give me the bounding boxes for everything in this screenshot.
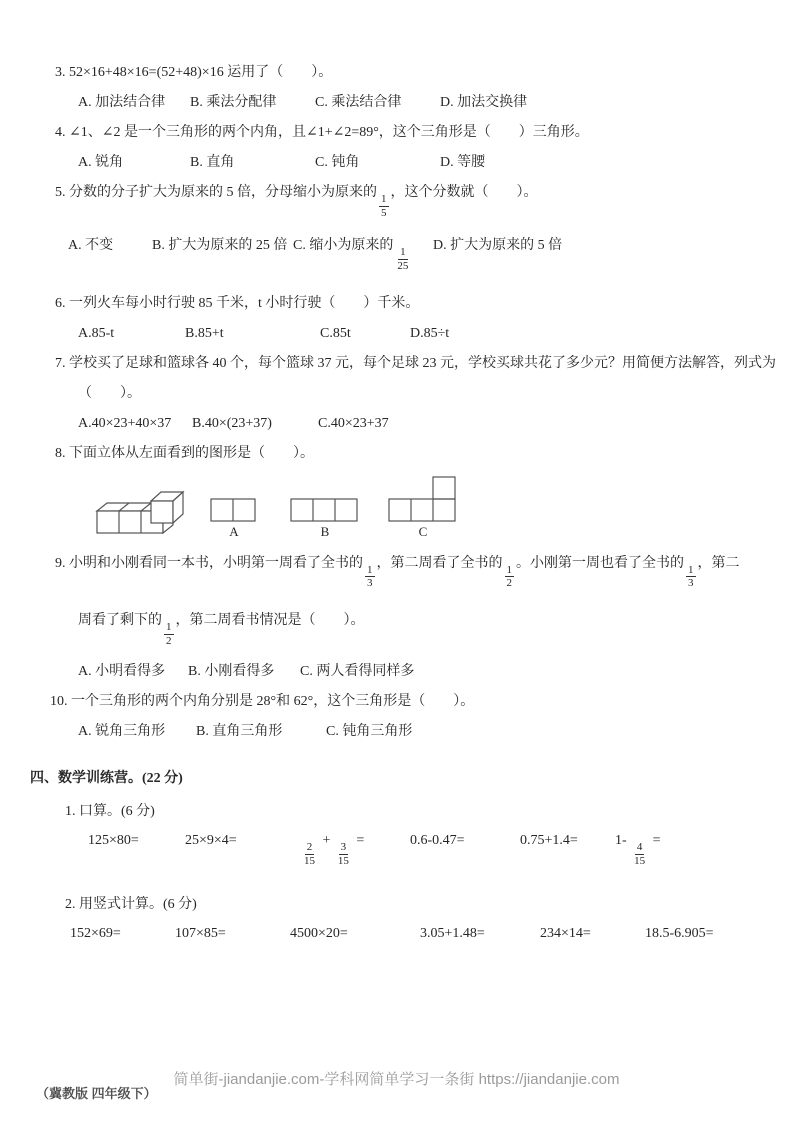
question-8-text: 8. 下面立体从左面看到的图形是（ ）。 bbox=[55, 445, 314, 461]
fraction: $\frac{1}{3}$ bbox=[367, 563, 373, 590]
question-8 bbox=[55, 443, 755, 539]
watermark-text: 简单街-jiandanjie.com-学科网简单学习一条街 https://jiandanjie.com bbox=[173, 1071, 620, 1088]
view-a-label: A bbox=[229, 523, 239, 539]
question-6-option-a: A.85-t bbox=[78, 325, 115, 341]
view-option-c bbox=[388, 476, 458, 539]
fraction: $\frac{1}{5}$ bbox=[381, 193, 387, 219]
vertical-item-6: 18.5-6.905= bbox=[645, 925, 714, 941]
question-7-text-line2: （ ）。 bbox=[78, 385, 141, 401]
question-9-text-line1: 9. 小明和小刚看同一本书，小明第一周看了全书的 $\frac{1}{3}$ ，第二周看了全书的 $\frac{1}{2}$ 。小刚第一周也看了全书的 $\frac{1}{3}$ ，第二 bbox=[55, 555, 740, 590]
question-3-option-b: B. 乘法分配律 bbox=[190, 95, 277, 110]
question-5-option-d: D. 扩大为原来的 5 倍 bbox=[433, 238, 563, 254]
view-option-a bbox=[210, 498, 258, 539]
section-four bbox=[30, 768, 755, 943]
question-8-figures bbox=[95, 476, 755, 539]
question-9-options bbox=[78, 661, 755, 682]
fraction: $\frac{1}{2}$ bbox=[166, 621, 172, 647]
question-4-option-c: C. 钝角 bbox=[315, 155, 360, 170]
question-3 bbox=[55, 62, 755, 113]
question-10-option-c: C. 钝角三角形 bbox=[326, 724, 413, 740]
vertical-calc-row bbox=[70, 923, 755, 944]
question-4 bbox=[55, 122, 755, 173]
question-5-options bbox=[68, 235, 755, 272]
question-9-option-c: C. 两人看得同样多 bbox=[300, 664, 415, 680]
view-c-label: C bbox=[418, 523, 428, 539]
question-7-option-a: A.40×23+40×37 bbox=[78, 415, 172, 431]
fraction: $\frac{2}{15}$ bbox=[304, 841, 315, 867]
question-9-option-a: A. 小明看得多 bbox=[78, 664, 166, 680]
oral-item-6: 1- $\frac{4}{15}$ = bbox=[615, 833, 661, 867]
view-b-label: B bbox=[320, 523, 330, 539]
question-6 bbox=[55, 293, 755, 344]
question-5-text: 5. 分数的分子扩大为原来的 5 倍，分母缩小为原来的 $\frac{1}{5}$ ，这个分数就（ ）。 bbox=[55, 185, 538, 219]
oral-item-1: 125×80= bbox=[88, 833, 139, 849]
question-7 bbox=[55, 353, 776, 434]
question-4-option-a: A. 锐角 bbox=[78, 155, 124, 170]
question-3-option-c: C. 乘法结合律 bbox=[315, 95, 402, 110]
fraction: $\frac{4}{15}$ bbox=[634, 841, 646, 867]
question-6-text: 6. 一列火车每小时行驶 85 千米，t 小时行驶（ ）千米。 bbox=[55, 295, 420, 311]
question-9 bbox=[55, 553, 755, 683]
oral-item-3: $\frac{2}{15}$ + $\frac{3}{15}$ = bbox=[304, 833, 365, 867]
vertical-item-3: 4500×20= bbox=[290, 925, 348, 941]
fraction: $\frac{1}{25}$ bbox=[397, 246, 409, 273]
question-6-option-c: C.85t bbox=[320, 325, 351, 341]
question-6-option-d: D.85÷t bbox=[410, 325, 450, 341]
question-6-options bbox=[78, 323, 755, 344]
question-10-option-a: A. 锐角三角形 bbox=[78, 724, 166, 740]
question-10-text: 10. 一个三角形的两个内角分别是 28°和 62°，这个三角形是（ ）。 bbox=[50, 694, 475, 710]
view-c-figure bbox=[388, 476, 458, 522]
fraction: $\frac{1}{3}$ bbox=[688, 563, 694, 590]
question-4-options bbox=[78, 152, 755, 173]
question-4-option-b: B. 直角 bbox=[190, 155, 235, 170]
vertical-calc-heading: 2. 用竖式计算。(6 分) bbox=[65, 896, 197, 912]
question-3-option-d: D. 加法交换律 bbox=[440, 95, 528, 110]
cubes-solid-figure bbox=[95, 479, 195, 539]
oral-item-5: 0.75+1.4= bbox=[520, 833, 578, 849]
question-10 bbox=[50, 691, 755, 742]
question-3-option-a: A. 加法结合律 bbox=[78, 95, 166, 110]
oral-calc-row bbox=[88, 830, 755, 867]
view-a-figure bbox=[210, 498, 258, 522]
question-5-option-b: B. 扩大为原来的 25 倍 bbox=[152, 238, 288, 254]
vertical-item-4: 3.05+1.48= bbox=[420, 925, 485, 941]
vertical-item-5: 234×14= bbox=[540, 925, 591, 941]
vertical-item-2: 107×85= bbox=[175, 925, 226, 941]
question-7-option-c: C.40×23+37 bbox=[318, 415, 389, 431]
question-3-text: 3. 52×16+48×16=(52+48)×16 运用了（ ）。 bbox=[55, 65, 333, 80]
fraction: $\frac{3}{15}$ bbox=[337, 841, 349, 867]
view-b-figure bbox=[290, 498, 360, 522]
view-option-b bbox=[290, 498, 360, 539]
question-9-text-line2: 周看了剩下的 $\frac{1}{2}$ ，第二周看书情况是（ ）。 bbox=[78, 612, 365, 647]
question-10-option-b: B. 直角三角形 bbox=[196, 724, 283, 740]
fraction: $\frac{1}{2}$ bbox=[506, 563, 512, 590]
question-4-option-d: D. 等腰 bbox=[440, 155, 486, 170]
oral-calc-heading: 1. 口算。(6 分) bbox=[65, 804, 155, 820]
section-four-title: 四、数学训练营。(22 分) bbox=[30, 771, 183, 787]
question-5 bbox=[55, 182, 755, 273]
question-7-text-line1: 7. 学校买了足球和篮球各 40 个，每个篮球 37 元，每个足球 23 元，学校买球共花了多少元？用简便方法解答，列式为 bbox=[55, 355, 776, 371]
question-4-text: 4. ∠1、∠2 是一个三角形的两个内角，且∠1+∠2=89°，这个三角形是（ ）三角形。 bbox=[55, 125, 589, 140]
oral-item-4: 0.6-0.47= bbox=[410, 833, 465, 849]
edition-label: （冀教版 四年级下） bbox=[36, 1086, 157, 1101]
question-5-option-a: A. 不变 bbox=[68, 238, 114, 254]
question-7-options bbox=[78, 413, 755, 434]
question-5-option-c: C. 缩小为原来的 $\frac{1}{25}$ bbox=[293, 238, 409, 273]
question-9-option-b: B. 小刚看得多 bbox=[188, 664, 275, 680]
question-6-option-b: B.85+t bbox=[185, 325, 224, 341]
question-3-options bbox=[78, 92, 755, 113]
question-10-options bbox=[78, 721, 755, 742]
oral-item-2: 25×9×4= bbox=[185, 833, 237, 849]
vertical-item-1: 152×69= bbox=[70, 925, 121, 941]
question-7-option-b: B.40×(23+37) bbox=[192, 415, 272, 431]
